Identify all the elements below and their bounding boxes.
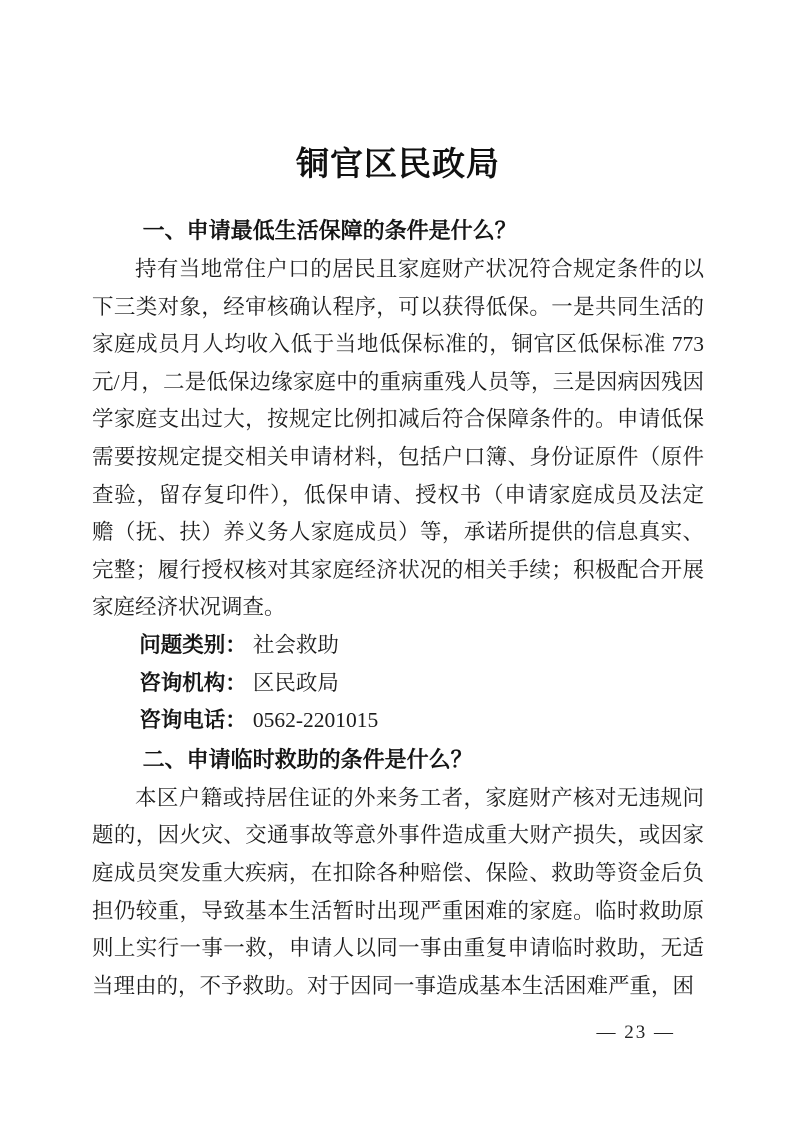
page-title: 铜官区民政局 — [296, 147, 500, 183]
page-number: — 23 — — [596, 1022, 675, 1043]
meta-row-agency — [92, 665, 704, 703]
section-1-paragraph: 持有当地常住户口的居民且家庭财产状况符合规定条件的以下三类对象，经审核确认程序，可以获得低保。一是共同生活的家庭成员月人均收入低于当地低保标准的，铜官区低保标准 773 元/月，二是低保边缘家庭中的重病重残人员等，三是因病因残因学家庭支出过大，按规定比例扣减后符合保障条件的。申请低保需要按规定提交相关申请材料，包括户口簿、身份证原件（原件查验，留存复印件），低保申请、授权书（申请家庭成员及法定赡（抚、扶）养义务人家庭成员）等，承诺所提供的信息真实、完整；履行授权核对其家庭经济状况的相关手续；积极配合开展家庭经济状况调查。 — [92, 257, 704, 620]
meta-label-phone: 咨询电话： — [139, 708, 247, 733]
section-1-heading: 一、申请最低生活保障的条件是什么？ — [142, 218, 517, 243]
section-2-paragraph: 本区户籍或持居住证的外来务工者，家庭财产核对无违规问题的，因火灾、交通事故等意外事件造成重大财产损失，或因家庭成员突发重大疾病，在扣除各种赔偿、保险、救助等资金后负担仍较重，导致基本生活暂时出现严重困难的家庭。临时救助原则上实行一事一救，申请人以同一事由重复申请临时救助，无适当理由的，不予救助。对于因同一事造成基本生活困难严重，困 — [92, 785, 704, 998]
meta-value-agency: 区民政局 — [252, 670, 339, 695]
meta-label-category: 问题类别： — [139, 632, 247, 657]
meta-row-phone — [92, 702, 704, 740]
document-content — [92, 138, 704, 1005]
section-2-heading: 二、申请临时救助的条件是什么？ — [142, 746, 473, 772]
meta-value-category: 社会救助 — [252, 632, 339, 657]
meta-value-phone: 0562-2201015 — [252, 708, 379, 733]
meta-row-category — [92, 627, 704, 665]
meta-label-agency: 咨询机构： — [139, 670, 247, 695]
